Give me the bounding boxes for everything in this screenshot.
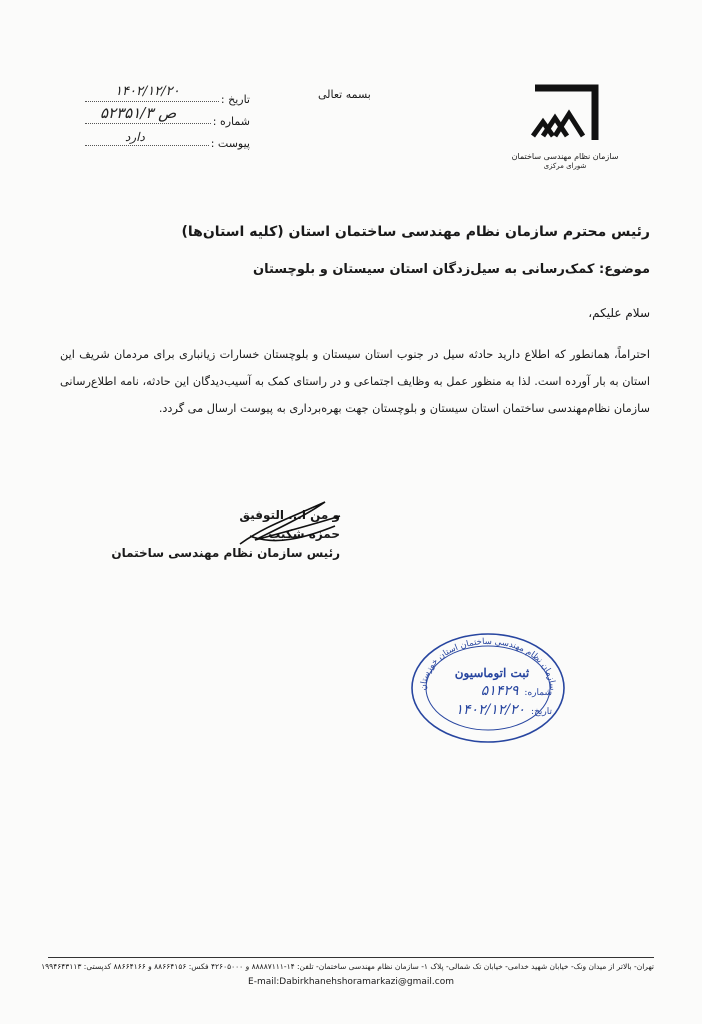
stamp-body	[432, 666, 552, 718]
stamp-date-row	[432, 702, 552, 718]
registration-stamp	[408, 630, 568, 746]
stamp-date-value: ۱۴۰۲/۱۲/۲۰	[455, 702, 526, 718]
number-dotted-line	[85, 122, 211, 124]
stamp-date-label: تاریخ:	[531, 707, 552, 717]
attachment-dotted-line	[85, 144, 209, 146]
number-value: ۵۲۳۵۱/۳ ص	[100, 104, 177, 122]
stamp-number-value: ۵۱۴۲۹	[480, 683, 519, 699]
signer-title: رئیس سازمان نظام مهندسی ساختمان	[111, 546, 340, 560]
basmala: بسمه تعالی	[318, 88, 371, 101]
subject-line: موضوع: کمک‌رسانی به سیل‌زدگان استان سیستان و بلوچستان	[252, 262, 650, 277]
org-logo-mark-icon	[525, 78, 605, 150]
org-subtitle: شورای مرکزی	[543, 162, 587, 170]
attachment-value: دارد	[125, 130, 145, 144]
footer-address: تهران- بالاتر از میدان ونک- خیابان شهید خدامی- خیابان تک شمالی- پلاک ۱- سازمان نظام مهندسی ساختمان- تلفن: ۱۴-۸۸۸۸۷۱۱۱ و ۴۲۶۰۵۰۰۰ فکس: ۸۸۶۶۴۱۵۶ و ۸۸۶۶۴۱۶۶ کدپستی: ۱۹۹۴۶۴۳۱۱۳	[41, 962, 654, 971]
org-name: سازمان نظام مهندسی ساختمان	[511, 152, 619, 161]
stamp-ring-text: سازمان نظام مهندسی ساختمان استان خوزستان	[418, 636, 558, 691]
signer-name: حمزه شکیب	[268, 527, 340, 541]
date-label: تاریخ :	[220, 93, 250, 106]
signature-block	[111, 508, 340, 565]
attachment-row	[85, 128, 250, 150]
number-label: شماره :	[212, 115, 250, 128]
recipient-line: رئیس محترم سازمان نظام مهندسی ساختمان استان (کلیه استان‌ها)	[181, 224, 650, 240]
closing-phrase: و من ا... التوفیق	[239, 508, 340, 522]
date-dotted-line	[85, 100, 219, 102]
attachment-label: پیوست :	[210, 137, 250, 150]
letter-meta	[85, 84, 250, 150]
stamp-number-label: شماره:	[524, 688, 552, 698]
stamp-number-row	[432, 683, 552, 699]
greeting: سلام علیکم،	[588, 306, 650, 320]
date-value: ۱۴۰۲/۱۲/۲۰	[115, 84, 180, 99]
stamp-title: ثبت اتوماسیون	[454, 666, 530, 680]
org-logo	[510, 78, 620, 170]
signature-scribble	[235, 496, 345, 556]
footer-divider	[48, 957, 654, 958]
footer-email: E-mail:Dabirkhanehshoramarkazi@gmail.com	[248, 977, 454, 987]
body-paragraph: احتراماً، همانطور که اطلاع دارید حادثه سیل در جنوب استان سیستان و بلوچستان خسارات زیانباری برای مردمان شریف این استان به بار آورده است. لذا به منظور عمل به وظایف اجتماعی و در راستای کمک به آسیب‌دیدگان این حادثه، نامه اطلاع‌رسانی سازمان نظام‌مهندسی ساختمان استان سیستان و بلوچستان جهت بهره‌برداری به پیوست ارسال می گردد.	[60, 348, 650, 415]
